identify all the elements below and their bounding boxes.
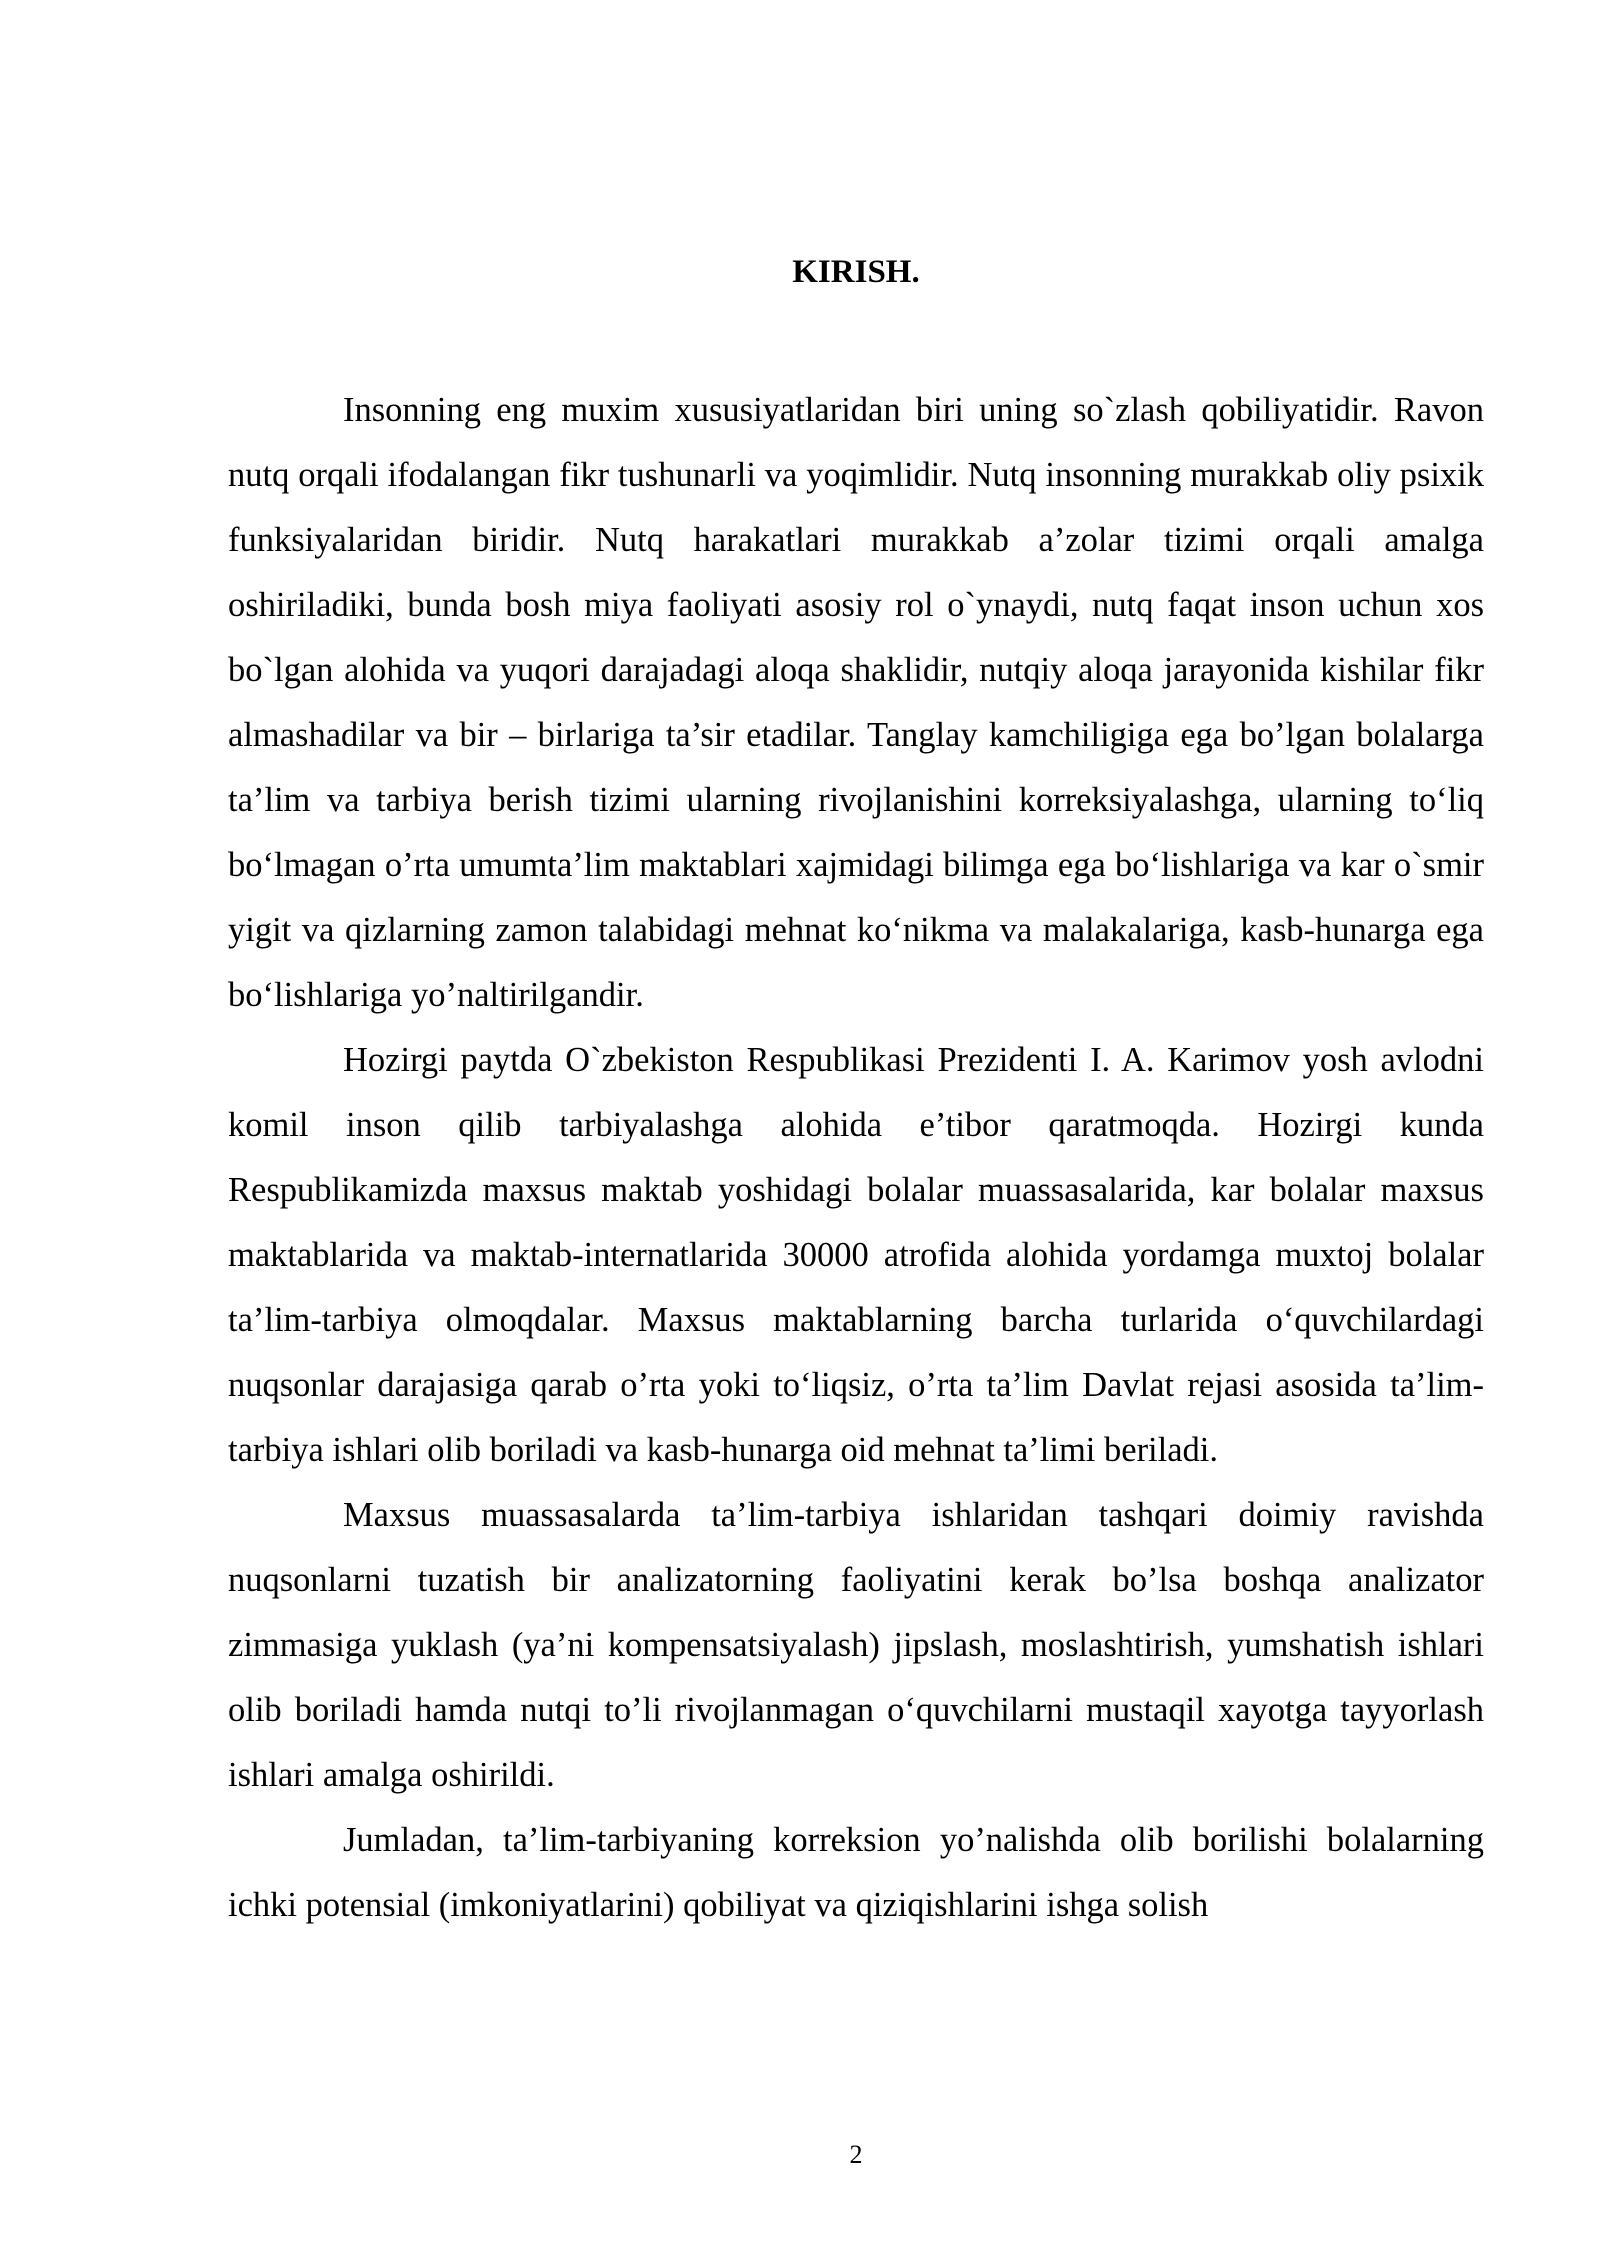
body-text (228, 378, 1484, 1938)
paragraph-2: Hozirgi paytda O`zbekiston Respublikasi Prezidenti I. A. Karimov yosh avlodni komil inson qilib tarbiyalashga alohida e’tibor qaratmoqda. Hozirgi kunda Respublikamizda maxsus maktab yoshidagi bolalar muassasalarida, kar bolalar maxsus maktablarida va maktab-internatlarida 30000 atrofida alohida yordamga muxtoj bolalar ta’lim-tarbiya olmoqdalar. Maxsus maktablarning barcha turlarida o‘quvchilardagi nuqsonlar darajasiga qarab o’rta yoki to‘liqsiz, o’rta ta’lim Davlat rejasi asosida ta’lim-tarbiya ishlari olib boriladi va kasb-hunarga oid mehnat ta’limi beriladi. (228, 1041, 1484, 1469)
paragraph-3: Maxsus muassasalarda ta’lim-tarbiya ishlaridan tashqari doimiy ravishda nuqsonlarni tuzatish bir analizatorning faoliyatini kerak bo’lsa boshqa analizator zimmasiga yuklash (ya’ni kompensatsiyalash) jipslash, moslashtirish, yumshatish ishlari olib boriladi hamda nutqi to’li rivojlanmagan o‘quvchilarni mustaqil xayotga tayyorlash ishlari amalga oshirildi. (228, 1496, 1484, 1794)
page-title: KIRISH. (792, 254, 920, 290)
paragraph-1: Insonning eng muxim xususiyatlaridan biri uning so`zlash qobiliyatidir. Ravon nutq orqali ifodalangan fikr tushunarli va yoqimlidir. Nutq insonning murakkab oliy psixik funksiyalaridan biridir. Nutq harakatlari murakkab a’zolar tizimi orqali amalga oshiriladiki, bunda bosh miya faoliyati asosiy rol o`ynaydi, nutq faqat inson uchun xos bo`lgan alohida va yuqori darajadagi aloqa shaklidir, nutqiy aloqa jarayonida kishilar fikr almashadilar va bir – birlariga ta’sir etadilar. Tanglay kamchiligiga ega bo’lgan bolalarga ta’lim va tarbiya berish tizimi ularning rivojlanishini korreksiyalashga, ularning to‘liq bo‘lmagan o’rta umumta’lim maktablari xajmidagi bilimga ega bo‘lishlariga va kar o`smir yigit va qizlarning zamon talabidagi mehnat ko‘nikma va malakalariga, kasb-hunarga ega bo‘lishlariga yo’naltirilgandir. (228, 391, 1484, 1014)
page-number: 2 (849, 2140, 863, 2169)
paragraph-4: Jumladan, ta’lim-tarbiyaning korreksion yo’nalishda olib borilishi bolalarning ichki potensial (imkoniyatlarini) qobiliyat va qiziqishlarini ishga solish (228, 1821, 1484, 1924)
